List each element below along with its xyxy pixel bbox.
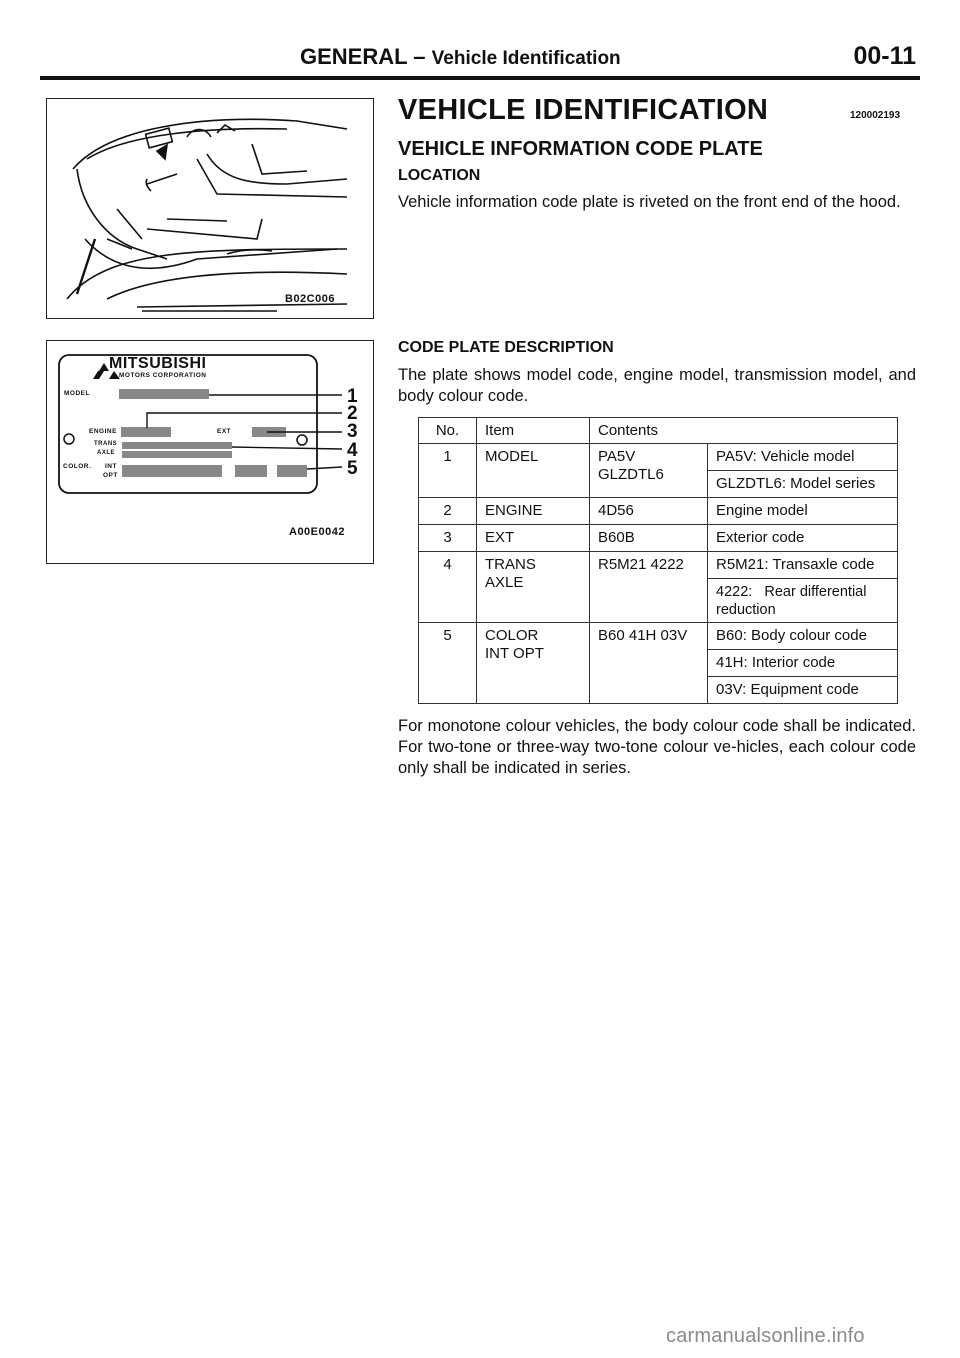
code-plate-figure	[46, 340, 374, 564]
plate-brand-sub: MOTORS CORPORATION	[119, 372, 207, 379]
callout-5: 5	[347, 458, 359, 479]
row-item	[477, 623, 590, 704]
row-no: 1	[419, 444, 477, 498]
plate-label-trans: TRANS	[94, 441, 118, 447]
row-item: MODEL	[477, 444, 590, 498]
hood-figure-code: B02C006	[285, 293, 335, 305]
header-contents: Contents	[590, 418, 898, 444]
row-item-line: INT OPT	[485, 645, 544, 662]
row-desc: Exterior code	[708, 525, 898, 552]
plate-label-model: MODEL	[64, 390, 90, 397]
plate-label-ext: EXT	[217, 428, 232, 435]
row-item-line: TRANS	[485, 556, 536, 573]
callout-3: 3	[347, 421, 359, 442]
watermark: carmanualsonline.info	[666, 1325, 865, 1347]
row-desc: B60: Body colour code	[708, 623, 898, 650]
table-row	[419, 623, 898, 650]
header-item: Item	[477, 418, 590, 444]
hood-location-figure	[46, 98, 374, 319]
hood-illustration	[47, 99, 373, 318]
row-code: B60B	[590, 525, 708, 552]
row-desc: GLZDTL6: Model series	[708, 471, 898, 498]
row-desc: PA5V: Vehicle model	[708, 444, 898, 471]
row-code-line: GLZDTL6	[598, 466, 664, 483]
row-no: 5	[419, 623, 477, 704]
plate-label-int: INT	[105, 463, 117, 470]
header-no: No.	[419, 418, 477, 444]
row-code: 4D56	[590, 498, 708, 525]
description-heading: CODE PLATE DESCRIPTION	[398, 339, 614, 356]
row-desc: Engine model	[708, 498, 898, 525]
callout-1: 1	[347, 386, 359, 407]
running-header	[300, 44, 621, 70]
subsection-title: Vehicle Identification	[431, 48, 621, 69]
row-item: EXT	[477, 525, 590, 552]
code-plate-table	[418, 417, 898, 704]
row-no: 4	[419, 552, 477, 623]
page-number: 00-11	[853, 42, 916, 70]
table-row	[419, 444, 898, 471]
row-code	[590, 444, 708, 498]
plate-label-engine: ENGINE	[89, 428, 117, 435]
location-paragraph: Vehicle information code plate is riveted on the front end of the hood.	[398, 193, 901, 211]
document-number: 120002193	[850, 110, 901, 121]
row-item: ENGINE	[477, 498, 590, 525]
page-title: VEHICLE IDENTIFICATION	[398, 94, 769, 126]
row-item-line: AXLE	[485, 574, 524, 591]
row-code: B60 41H 03V	[590, 623, 708, 704]
table-row	[419, 552, 898, 579]
row-code: R5M21 4222	[590, 552, 708, 623]
row-no: 2	[419, 498, 477, 525]
row-no: 3	[419, 525, 477, 552]
callout-2: 2	[347, 403, 359, 424]
table-row	[419, 525, 898, 552]
plate-label-opt: OPT	[103, 472, 118, 479]
row-desc: 4222: Rear differential reduction	[708, 579, 898, 623]
monotone-paragraph: For monotone colour vehicles, the body colour code shall be indicated. For two-tone or three-way two-tone colour ve-hicles, each colour code only shall be indicated in series.	[398, 717, 916, 777]
row-desc: R5M21: Transaxle code	[708, 552, 898, 579]
row-code-line: PA5V	[598, 448, 636, 465]
section-title: GENERAL	[300, 44, 408, 69]
section-subtitle: VEHICLE INFORMATION CODE PLATE	[398, 138, 763, 160]
plate-label-axle: AXLE	[97, 450, 116, 456]
row-item-line: COLOR	[485, 627, 539, 644]
table-header-row	[419, 418, 898, 444]
plate-label-color: COLOR.	[63, 463, 92, 470]
header-rule	[40, 76, 920, 80]
row-item	[477, 552, 590, 623]
description-paragraph: The plate shows model code, engine model, transmission model, and body colour code.	[398, 366, 916, 405]
header-dash: –	[413, 44, 426, 69]
callout-4: 4	[347, 440, 359, 461]
plate-brand: MITSUBISHI	[109, 355, 207, 372]
table-row	[419, 498, 898, 525]
plate-figure-code: A00E0042	[289, 526, 345, 538]
row-desc: 41H: Interior code	[708, 650, 898, 677]
location-heading: LOCATION	[398, 167, 481, 184]
row-desc: 03V: Equipment code	[708, 677, 898, 704]
